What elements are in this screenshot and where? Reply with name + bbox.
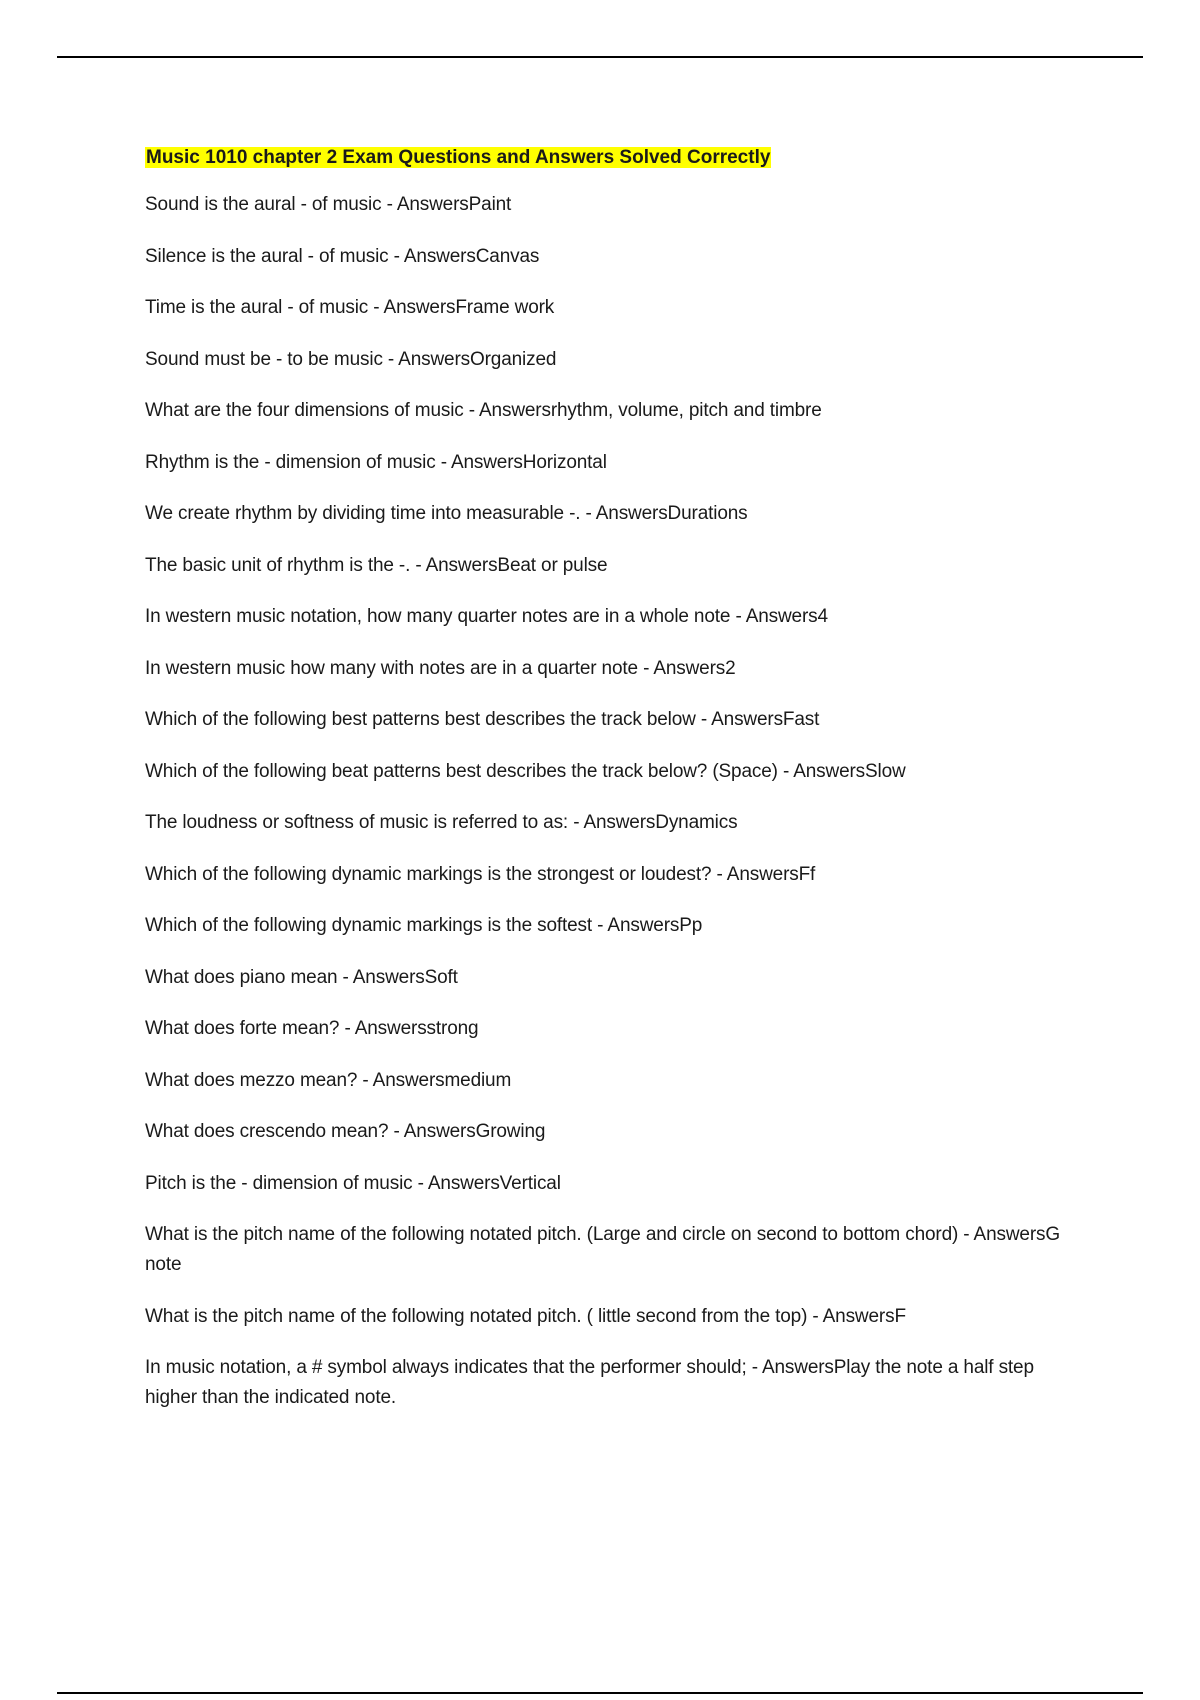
qa-item-12: Which of the following beat patterns best describes the track below? (Space) - AnswersSlow	[145, 760, 906, 782]
document-title	[145, 143, 1085, 173]
qa-item-22: What is the pitch name of the following notated pitch. ( little second from the top) - AnswersF	[145, 1305, 906, 1327]
qa-item-5: What are the four dimensions of music - Answersrhythm, volume, pitch and timbre	[145, 400, 822, 421]
qa-item-14: Which of the following dynamic markings is the strongest or loudest? - AnswersFf	[145, 863, 816, 885]
qa-item-4: Sound must be - to be music - AnswersOrganized	[145, 348, 557, 370]
page-bottom-rule	[57, 1692, 1143, 1694]
qa-item-3: Time is the aural - of music - AnswersFrame work	[145, 297, 555, 318]
qa-item-15: Which of the following dynamic markings is the softest - AnswersPp	[145, 915, 703, 936]
qa-item-7: We create rhythm by dividing time into measurable -. - AnswersDurations	[145, 503, 748, 524]
qa-item-6: Rhythm is the - dimension of music - AnswersHorizontal	[145, 451, 607, 473]
qa-item-8: The basic unit of rhythm is the -. - AnswersBeat or pulse	[145, 554, 608, 576]
qa-item-1: Sound is the aural - of music - AnswersPaint	[145, 194, 512, 215]
qa-item-19: What does crescendo mean? - AnswersGrowing	[145, 1121, 546, 1142]
qa-item-10: In western music how many with notes are in a quarter note - Answers2	[145, 657, 736, 679]
qa-item-21: What is the pitch name of the following notated pitch. (Large and circle on second to bottom chord) - AnswersG note	[145, 1224, 1060, 1275]
qa-item-2: Silence is the aural - of music - AnswersCanvas	[145, 245, 540, 267]
qa-item-23: In music notation, a # symbol always indicates that the performer should; - AnswersPlay the note a half step higher than the indicated note.	[145, 1357, 1034, 1408]
qa-item-11: Which of the following best patterns best describes the track below - AnswersFast	[145, 709, 820, 730]
document-body	[145, 143, 1085, 1435]
document-title-text: Music 1010 chapter 2 Exam Questions and Answers Solved Correctly	[146, 147, 771, 168]
qa-item-16: What does piano mean - AnswersSoft	[145, 966, 458, 988]
page-top-rule	[57, 56, 1143, 58]
qa-item-18: What does mezzo mean? - Answersmedium	[145, 1069, 512, 1091]
qa-item-9: In western music notation, how many quarter notes are in a whole note - Answers4	[145, 606, 828, 627]
qa-item-20: Pitch is the - dimension of music - AnswersVertical	[145, 1172, 561, 1194]
qa-item-13: The loudness or softness of music is referred to as: - AnswersDynamics	[145, 812, 738, 833]
qa-item-17: What does forte mean? - Answersstrong	[145, 1018, 479, 1039]
qa-list	[145, 190, 1085, 1413]
